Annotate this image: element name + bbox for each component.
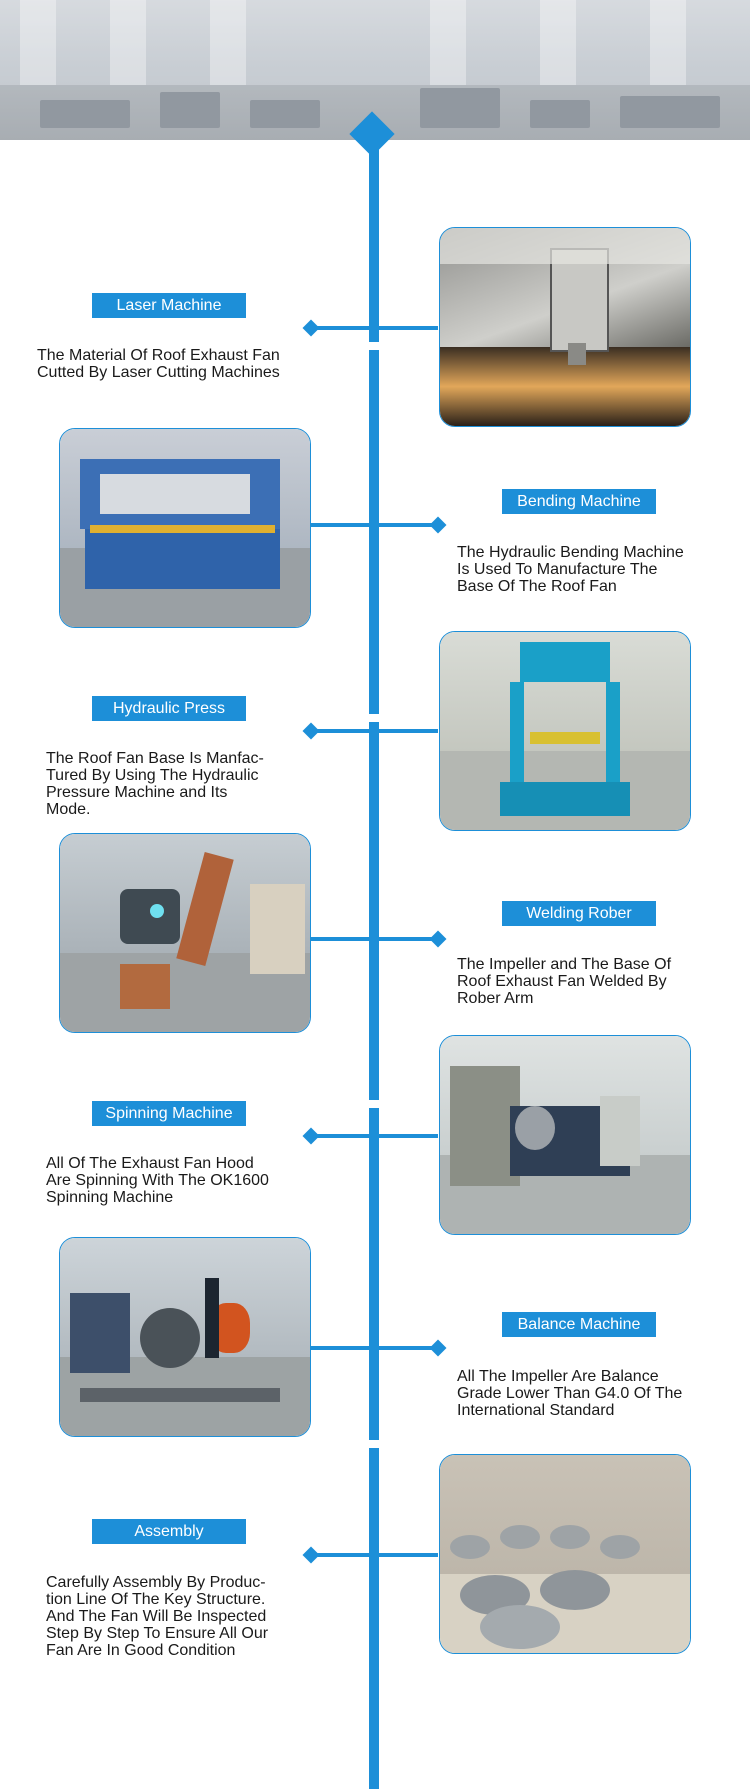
- connector-dot: [430, 517, 447, 534]
- hydraulic-press-photo: [439, 631, 691, 831]
- connector-dot: [430, 1340, 447, 1357]
- step-label-spinning-machine: Spinning Machine: [92, 1101, 246, 1126]
- step-label-laser-machine: Laser Machine: [92, 293, 246, 318]
- connector-dot: [303, 723, 320, 740]
- assembly-line-photo: [439, 1454, 691, 1654]
- step-description: All Of The Exhaust Fan Hood Are Spinning With The OK1600 Spinning Machine: [46, 1155, 269, 1206]
- bending-machine-photo: [59, 428, 311, 628]
- step-description: The Roof Fan Base Is Manfac- Tured By Using The Hydraulic Pressure Machine and Its Mode.: [46, 750, 264, 818]
- laser-cutting-photo: [439, 227, 691, 427]
- connector-dot: [430, 931, 447, 948]
- connector-dot: [303, 320, 320, 337]
- step-label-assembly: Assembly: [92, 1519, 246, 1544]
- welding-robot-photo: [59, 833, 311, 1033]
- connector: [310, 523, 438, 527]
- connector: [310, 937, 438, 941]
- step-label-welding-rober: Welding Rober: [502, 901, 656, 926]
- balance-machine-photo: [59, 1237, 311, 1437]
- connector: [310, 729, 438, 733]
- timeline-gap: [369, 714, 379, 722]
- connector: [310, 1346, 438, 1350]
- connector-dot: [303, 1547, 320, 1564]
- timeline-gap: [369, 1440, 379, 1448]
- step-description: The Impeller and The Base Of Roof Exhaust Fan Welded By Rober Arm: [457, 956, 672, 1007]
- timeline-gap: [369, 342, 379, 350]
- connector: [310, 1553, 438, 1557]
- step-description: The Hydraulic Bending Machine Is Used To Manufacture The Base Of The Roof Fan: [457, 544, 684, 595]
- step-description: Carefully Assembly By Produc- tion Line Of The Key Structure. And The Fan Will Be Inspected Step By Step To Ensure All Our Fan Are In Good Condition: [46, 1574, 269, 1659]
- connector: [310, 1134, 438, 1138]
- connector-dot: [303, 1128, 320, 1145]
- step-label-balance-machine: Balance Machine: [502, 1312, 656, 1337]
- step-label-hydraulic-press: Hydraulic Press: [92, 696, 246, 721]
- step-description: The Material Of Roof Exhaust Fan Cutted By Laser Cutting Machines: [37, 347, 280, 381]
- step-label-bending-machine: Bending Machine: [502, 489, 656, 514]
- step-description: All The Impeller Are Balance Grade Lower Than G4.0 Of The International Standard: [457, 1368, 683, 1419]
- timeline-line: [369, 130, 379, 1789]
- spinning-machine-photo: [439, 1035, 691, 1235]
- timeline-gap: [369, 1100, 379, 1108]
- connector: [306, 326, 438, 330]
